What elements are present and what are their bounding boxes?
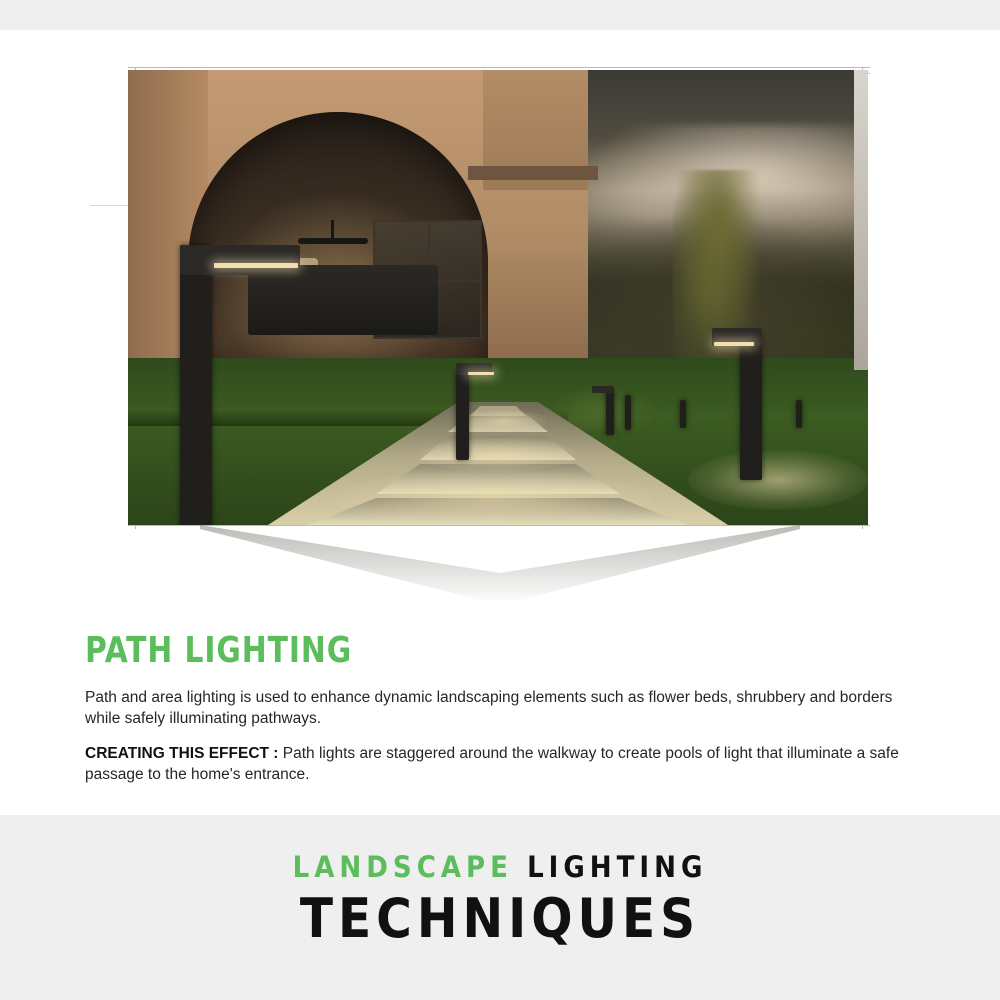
path-light-distant-3 — [680, 400, 686, 428]
guide-line-bottom — [128, 525, 870, 526]
light-pool-near — [333, 470, 653, 525]
house-eave — [468, 166, 598, 180]
ceiling-fan-rod — [331, 220, 334, 240]
path-light-mid-left-glow — [468, 372, 494, 375]
render-frame — [128, 70, 868, 525]
content-block — [85, 630, 915, 799]
effect-text: Path lights are staggered around the walkway to create pools of light that illuminate a safe passage to the home's entrance. — [85, 745, 899, 783]
footer-word-lighting: LIGHTING — [527, 850, 708, 884]
path-light-distant-1 — [606, 390, 614, 435]
render-right-strip — [854, 70, 868, 370]
hero-image-container — [0, 55, 1000, 600]
footer — [0, 815, 1000, 1000]
path-light-foreground-left — [180, 245, 212, 525]
porch-sofa — [248, 265, 438, 335]
guide-line-top — [128, 67, 870, 68]
light-pool-right — [688, 450, 868, 510]
path-light-foreground-left-head — [180, 245, 300, 275]
path-light-foreground-left-glow — [214, 263, 298, 268]
path-light-distant-4 — [796, 400, 802, 428]
footer-word-landscape: LANDSCAPE — [292, 850, 513, 884]
footer-title-line-1 — [0, 850, 1000, 884]
guide-line-horizon — [90, 205, 130, 206]
path-light-distant-1-head — [592, 386, 614, 393]
path-light-foreground-right — [740, 335, 762, 480]
light-pool-mid — [418, 438, 578, 472]
path-light-foreground-right-glow — [714, 342, 754, 346]
hero-reflection-fade — [200, 525, 800, 600]
effect-paragraph — [85, 743, 915, 785]
footer-title-line-2: TECHNIQUES — [299, 887, 701, 950]
page-title: PATH LIGHTING — [85, 630, 353, 671]
light-pool-far — [458, 410, 548, 432]
path-light-mid-left — [456, 370, 469, 460]
path-light-distant-2 — [625, 395, 631, 430]
effect-label: CREATING THIS EFFECT : — [85, 745, 279, 762]
description-paragraph: Path and area lighting is used to enhance dynamic landscaping elements such as flower beds, shrubbery and borders while safely illuminating pathways. — [85, 689, 893, 727]
ceiling-fan — [298, 238, 368, 244]
